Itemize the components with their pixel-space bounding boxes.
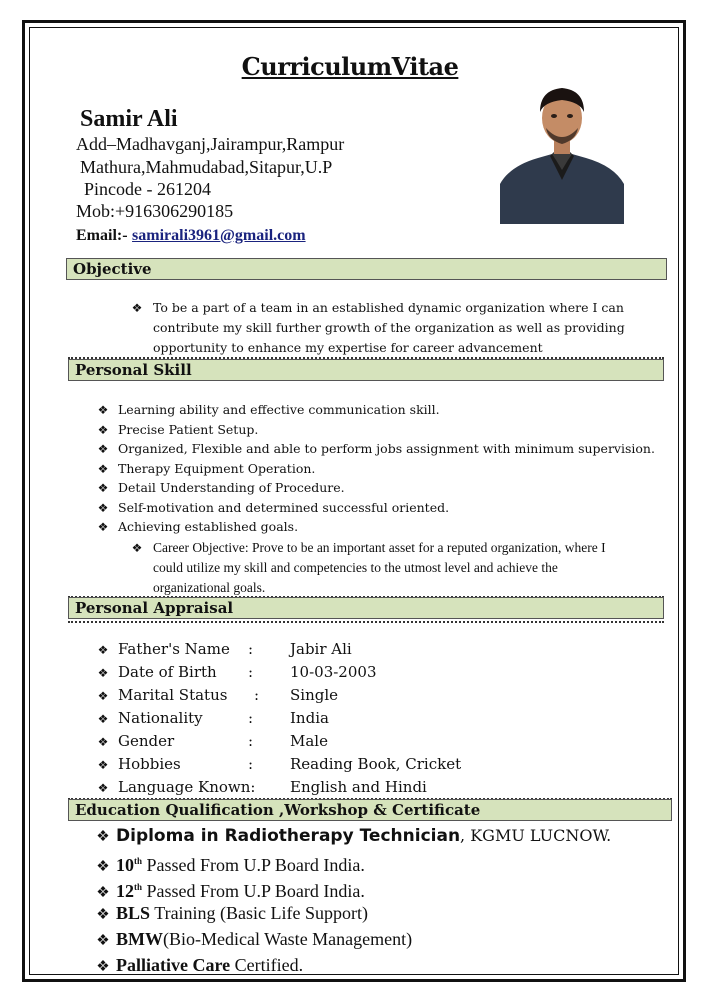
diamond-bullet-icon: ❖ xyxy=(97,500,109,515)
mobile-number: Mob:+916306290185 xyxy=(76,201,234,221)
appraisal-value: Jabir Ali xyxy=(290,640,352,658)
education-item-text: Passed From U.P Board India. xyxy=(142,855,365,875)
section-personal-appraisal-heading: Personal Appraisal xyxy=(68,597,664,619)
appraisal-key: Gender xyxy=(118,732,175,750)
email-link[interactable]: samirali3961@gmail.com xyxy=(132,227,306,244)
divider-dotted xyxy=(68,621,664,623)
appraisal-key: Nationality xyxy=(118,709,203,727)
pincode: Pincode - 261204 xyxy=(84,179,211,199)
career-objective-line-3: organizational goals. xyxy=(153,580,266,595)
education-item-bold: BLS xyxy=(116,903,151,923)
education-item-bold: 12 xyxy=(116,881,134,901)
diamond-bullet-icon: ❖ xyxy=(97,422,109,437)
objective-bullet xyxy=(130,298,152,318)
education-item-bold: BMW xyxy=(116,929,163,949)
skill-text: Detail Understanding of Procedure. xyxy=(118,480,345,495)
education-item-sup: th xyxy=(134,882,143,892)
appraisal-key: Date of Birth xyxy=(118,663,217,681)
address-line-2: Mathura,Mahmudabad,Sitapur,U.P xyxy=(80,157,333,177)
skill-text: Self-motivation and determined successful oriented. xyxy=(118,499,450,515)
appraisal-value: 10-03-2003 xyxy=(290,663,377,681)
cv-title: CurriculumVitae xyxy=(241,52,459,81)
diamond-bullet-icon: ❖ xyxy=(97,712,109,726)
appraisal-colon: : xyxy=(248,640,254,658)
list-item xyxy=(96,517,655,537)
appraisal-value: Single xyxy=(290,686,339,704)
skill-text: Organized, Flexible and able to perform jobs assignment with minimum supervision. xyxy=(118,441,655,456)
career-objective-line-2: could utilize my skill and competencies to the utmost level and achieve the xyxy=(153,560,558,575)
diamond-bullet-icon: ❖ xyxy=(97,735,109,749)
diamond-bullet-icon: ❖ xyxy=(97,461,109,476)
education-item-text: Training (Basic Life Support) xyxy=(150,903,369,923)
education-item-sup: th xyxy=(134,856,143,866)
diamond-bullet-icon: ❖ xyxy=(96,933,110,949)
section-education-heading: Education Qualification ,Workshop & Certificate xyxy=(68,799,672,821)
education-item-bold: Diploma in Radiotherapy Technician xyxy=(116,826,461,846)
list-item xyxy=(96,459,655,479)
diamond-bullet-icon: ❖ xyxy=(97,781,109,795)
email-row xyxy=(76,224,306,245)
diamond-bullet-icon: ❖ xyxy=(96,959,110,975)
diamond-bullet-icon: ❖ xyxy=(97,442,109,456)
objective-line-3: opportunity to enhance my expertise for career advancement xyxy=(153,340,543,355)
education-item-diploma xyxy=(96,822,611,848)
section-objective-heading: Objective xyxy=(66,258,667,280)
diamond-bullet-icon: ❖ xyxy=(97,481,109,495)
diamond-bullet-icon: ❖ xyxy=(97,758,109,772)
diamond-bullet-icon: ❖ xyxy=(131,541,143,555)
appraisal-colon: : xyxy=(248,663,254,681)
education-item-bold: 10 xyxy=(116,855,134,875)
diamond-bullet-icon: ❖ xyxy=(97,520,109,534)
education-item-text: Passed From U.P Board India. xyxy=(142,881,365,901)
address-line-1: Add–Madhavganj,Jairampur,Rampur xyxy=(76,134,345,154)
skill-text: Therapy Equipment Operation. xyxy=(118,460,316,476)
education-item-bls xyxy=(96,900,368,926)
diamond-bullet-icon: ❖ xyxy=(96,859,110,875)
education-item-12th xyxy=(96,874,365,900)
appraisal-value: India xyxy=(290,709,329,727)
skill-text: Achieving established goals. xyxy=(118,519,299,534)
diamond-bullet-icon: ❖ xyxy=(97,689,109,703)
list-item xyxy=(96,498,655,518)
list-item xyxy=(96,439,655,459)
career-objective-line-1: Career Objective: Prove to be an important asset for a reputed organization, where I xyxy=(153,540,606,555)
appraisal-colon: : xyxy=(248,755,254,773)
education-item-10th xyxy=(96,848,365,874)
profile-photo-icon xyxy=(500,80,624,224)
diamond-bullet-icon: ❖ xyxy=(97,403,109,417)
diamond-bullet-icon: ❖ xyxy=(96,829,110,845)
appraisal-key: Father's Name xyxy=(118,640,230,658)
diamond-bullet-icon: ❖ xyxy=(96,885,110,901)
career-objective-text xyxy=(153,538,606,598)
appraisal-value: Reading Book, Cricket xyxy=(290,755,462,773)
appraisal-value: English and Hindi xyxy=(290,778,427,796)
profile-photo xyxy=(500,80,624,224)
appraisal-key: Marital Status xyxy=(118,686,228,704)
diamond-bullet-icon: ❖ xyxy=(97,643,109,657)
personal-skill-list xyxy=(96,400,655,537)
appraisal-colon: : xyxy=(248,709,254,727)
diamond-bullet-icon: ❖ xyxy=(131,301,143,315)
list-item xyxy=(96,478,655,498)
skill-text: Learning ability and effective communication skill. xyxy=(118,402,440,417)
career-objective-bullet xyxy=(130,538,152,558)
email-label: Email:- xyxy=(76,227,128,244)
education-item-text: , KGMU LUCNOW. xyxy=(460,826,612,845)
diamond-bullet-icon: ❖ xyxy=(97,666,109,680)
section-personal-skill-heading: Personal Skill xyxy=(68,359,664,381)
candidate-name: Samir Ali xyxy=(80,106,178,132)
skill-text: Precise Patient Setup. xyxy=(118,421,259,437)
list-item xyxy=(96,400,655,420)
objective-line-1: To be a part of a team in an established dynamic organization where I can xyxy=(153,300,624,315)
objective-text xyxy=(153,298,625,358)
list-item xyxy=(96,420,655,440)
appraisal-value: Male xyxy=(290,732,328,750)
appraisal-colon: : xyxy=(248,732,254,750)
objective-line-2: contribute my skill further growth of the organization as well as providing xyxy=(153,320,625,335)
education-item-bmw xyxy=(96,926,412,952)
appraisal-key: Language Known: xyxy=(118,778,256,796)
appraisal-key: Hobbies xyxy=(118,755,181,773)
education-item-bold: Palliative Care xyxy=(116,955,231,975)
education-item-text: Certified. xyxy=(230,955,304,975)
diamond-bullet-icon: ❖ xyxy=(96,907,110,923)
education-item-text: (Bio-Medical Waste Management) xyxy=(163,929,413,949)
appraisal-colon: : xyxy=(254,686,260,704)
education-item-palliative xyxy=(96,952,303,978)
